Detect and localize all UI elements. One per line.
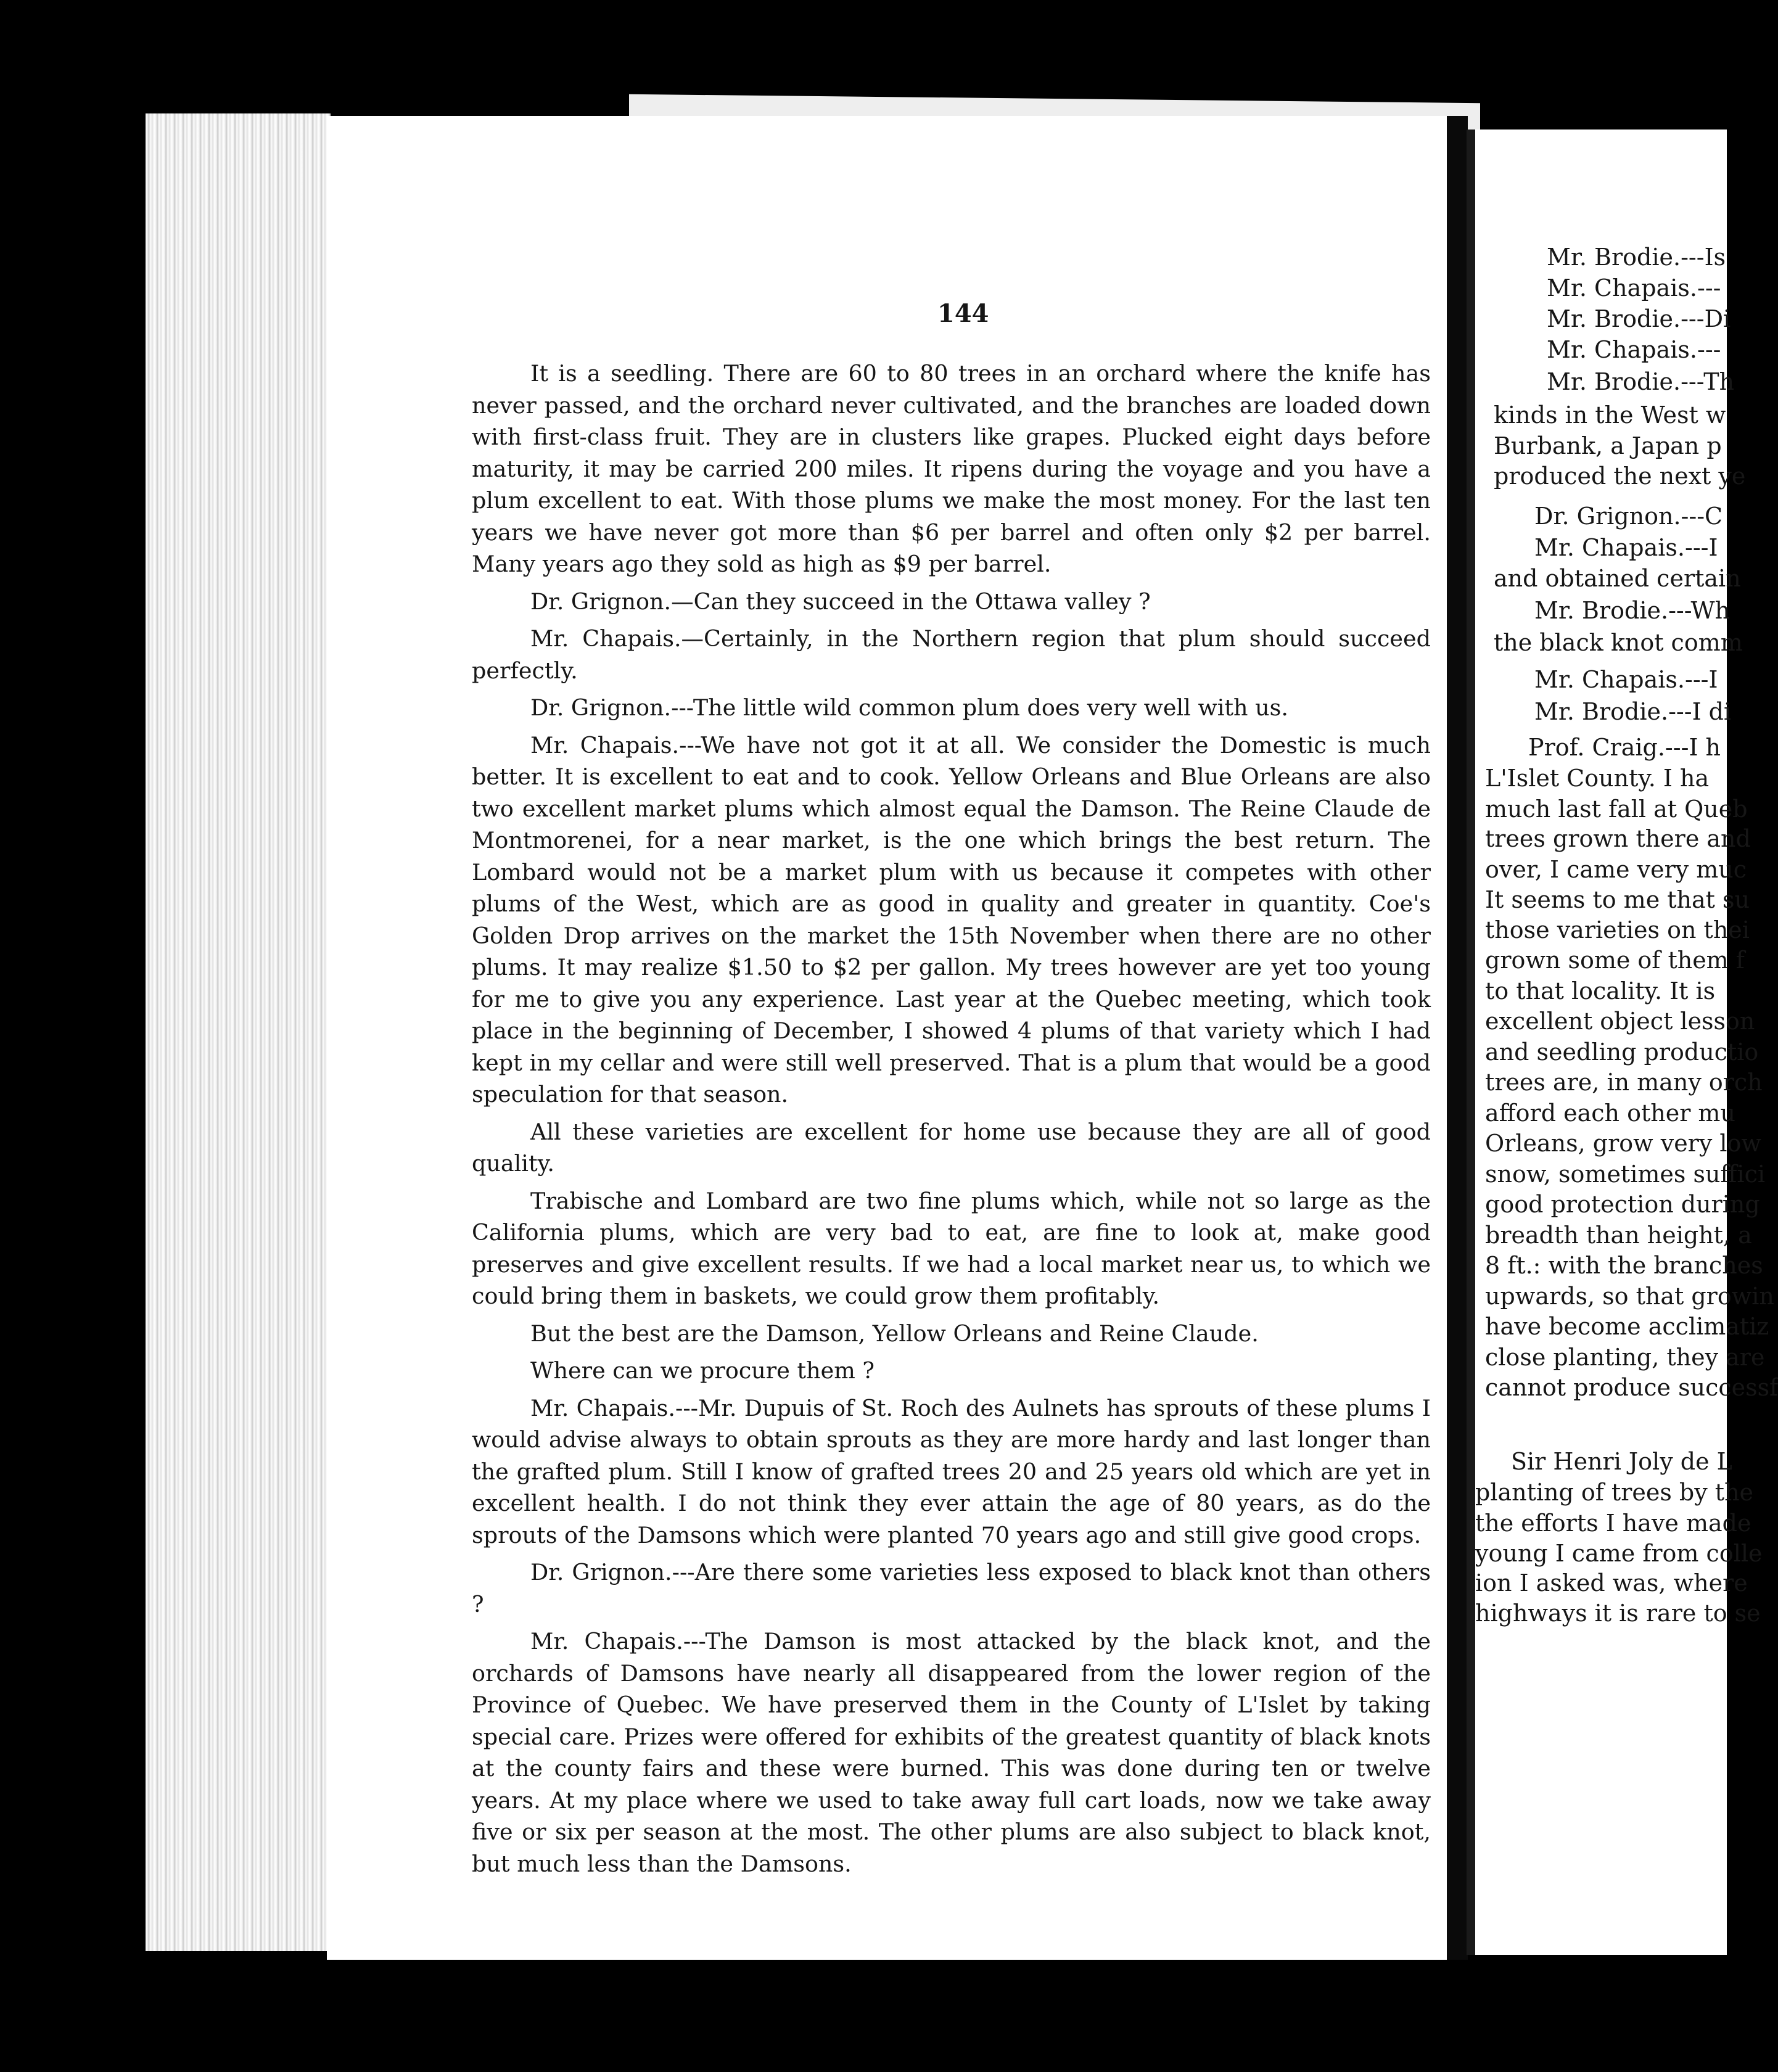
- paragraph: Mr. Chapais.---The Damson is most attacked by the black knot, and the orchards of Damsons have nearly all disappeared from the lower region of the Province of Quebec. We have preserved them in the County of L'Islet by taking special care. Prizes were offered for exhibits of the greatest quantity of black knots at the county fairs and these were burned. This was done during ten or twelve years. At my place where we used to take away full cart loads, now we take away five or six per season at the most. The other plums are also subject to black knot, but much less than the Damsons.: [472, 1628, 1431, 1877]
- body-text: [472, 358, 1431, 1885]
- facing-page-line: close planting, they are: [1485, 1344, 1765, 1371]
- facing-page-line: good protection during: [1485, 1191, 1760, 1218]
- facing-page-line: highways it is rare to se: [1475, 1600, 1761, 1627]
- facing-page-line: the black knot comm: [1494, 629, 1743, 656]
- facing-page-line: much last fall at Queb: [1485, 796, 1748, 823]
- facing-page-line: It seems to me that su: [1485, 886, 1750, 913]
- facing-page-line: Dr. Grignon.---C: [1534, 503, 1723, 530]
- facing-page-line: Mr. Chapais.---I: [1534, 534, 1718, 561]
- facing-page: [1467, 130, 1778, 1955]
- page-gutter-shadow: [1447, 116, 1468, 1960]
- paragraph: Mr. Chapais.—Certainly, in the Northern region that plum should succeed perfectly.: [472, 625, 1431, 684]
- facing-page-gutter: [1467, 130, 1475, 1955]
- paragraph: Mr. Chapais.---We have not got it at all. We consider the Domestic is much better. It is excellent to eat and to cook. Yellow Orleans and Blue Orleans are also two excellent market plums which almost equal the Damson. The Reine Claude de Montmorenei, for a near market, is the one which brings the best return. The Lombard would not be a market plum with us because it competes with other plums of the West, which are as good in quality and greater in quantity. Coe's Golden Drop arrives on the market the 15th November when there are no other plums. It may realize $1.50 to $2 per gallon. My trees however are yet too young for me to give you any experience. Last year at the Quebec meeting, which took place in the beginning of December, I showed 4 plums of that variety which I had kept in my cellar and were still well preserved. That is a plum that would be a good speculation for that season.: [472, 731, 1431, 1108]
- facing-page-line: produced the next ye: [1494, 462, 1746, 490]
- facing-page-line: grown some of them f: [1485, 947, 1745, 974]
- facing-page-line: the efforts I have made: [1475, 1510, 1751, 1537]
- facing-page-line: Mr. Chapais.---I: [1534, 666, 1718, 693]
- facing-page-line: kinds in the West w: [1494, 401, 1726, 429]
- paragraph: Dr. Grignon.—Can they succeed in the Ottawa valley ?: [530, 588, 1151, 615]
- paragraph: Where can we procure them ?: [530, 1357, 875, 1384]
- paragraph: Mr. Chapais.---Mr. Dupuis of St. Roch des Aulnets has sprouts of these plums I would advise always to obtain sprouts as they are more hardy and last longer than the grafted plum. Still I know of grafted trees 20 and 25 years old which are yet in excellent health. I do not think they ever attain the age of 80 years, as do the sprouts of the Damsons which were planted 70 years ago and still give good crops.: [472, 1394, 1431, 1548]
- facing-page-line: Mr. Brodie.---Th: [1547, 368, 1735, 395]
- paragraph: Dr. Grignon.---The little wild common plum does very well with us.: [530, 694, 1288, 721]
- facing-page-line: have become acclimatiz: [1485, 1313, 1769, 1340]
- facing-page-line: cannot produce successf: [1485, 1374, 1778, 1401]
- facing-page-line: afford each other mu: [1485, 1100, 1735, 1127]
- facing-page-line: young I came from colle: [1475, 1540, 1763, 1567]
- facing-page-line: over, I came very muc: [1485, 856, 1747, 883]
- facing-page-line: and seedling productio: [1485, 1038, 1759, 1066]
- facing-page-line: Orleans, grow very low: [1485, 1130, 1761, 1157]
- facing-page-line: Mr. Chapais.---: [1547, 274, 1721, 302]
- facing-page-line: to that locality. It is: [1485, 977, 1716, 1005]
- facing-page-line: ion I asked was, where: [1475, 1569, 1748, 1597]
- paragraph: But the best are the Damson, Yellow Orleans and Reine Claude.: [530, 1320, 1259, 1347]
- book-page-edges: [146, 113, 331, 1951]
- facing-page-line: 8 ft.: with the branches: [1485, 1252, 1763, 1279]
- facing-page-line: snow, sometimes suffici: [1485, 1161, 1766, 1188]
- facing-page-line: Sir Henri Joly de L: [1511, 1448, 1732, 1475]
- paragraph: All these varieties are excellent for home use because they are all of good quality.: [472, 1118, 1431, 1177]
- facing-page-line: breadth than height, a: [1485, 1222, 1752, 1249]
- paragraph: Trabische and Lombard are two fine plums which, while not so large as the California plums, which are very bad to eat, are fine to look at, make good preserves and give excellent results. If we had a local market near us, to which we could bring them in baskets, we could grow them profitably.: [472, 1187, 1431, 1309]
- facing-page-line: Prof. Craig.---I h: [1528, 734, 1721, 761]
- facing-page-line: Mr. Brodie.---I di: [1534, 698, 1732, 725]
- facing-page-line: planting of trees by the: [1475, 1479, 1754, 1506]
- facing-page-line: Burbank, a Japan p: [1494, 432, 1722, 459]
- paragraph: Dr. Grignon.---Are there some varieties less exposed to black knot than others ?: [472, 1559, 1431, 1618]
- facing-page-line: upwards, so that growin: [1485, 1283, 1774, 1310]
- facing-page-line: excellent object lesson: [1485, 1008, 1755, 1035]
- facing-page-line: Mr. Brodie.---Wh: [1534, 597, 1731, 624]
- facing-page-line: trees grown there and: [1485, 825, 1751, 852]
- facing-page-line: Mr. Brodie.---Di: [1547, 305, 1731, 332]
- paragraph: It is a seedling. There are 60 to 80 trees in an orchard where the knife has never passed, and the orchard never cultivated, and the branches are loaded down with first-class fruit. They are in clusters like grapes. Plucked eight days before maturity, it may be carried 200 miles. It ripens during the voyage and you have a plum excellent to eat. With those plums we make the most money. For the last ten years we have never got more than $6 per barrel and often only $2 per barrel. Many years ago they sold as high as $9 per barrel.: [472, 360, 1431, 577]
- facing-page-line: trees are, in many orch: [1485, 1069, 1763, 1096]
- page-number: 144: [937, 299, 989, 328]
- facing-page-line: Mr. Chapais.---: [1547, 336, 1721, 363]
- facing-page-line: Mr. Brodie.---Is: [1547, 244, 1726, 271]
- facing-page-line: L'Islet County. I ha: [1485, 765, 1710, 792]
- facing-page-line: and obtained certain: [1494, 565, 1741, 592]
- facing-page-line: those varieties on thei: [1485, 916, 1750, 944]
